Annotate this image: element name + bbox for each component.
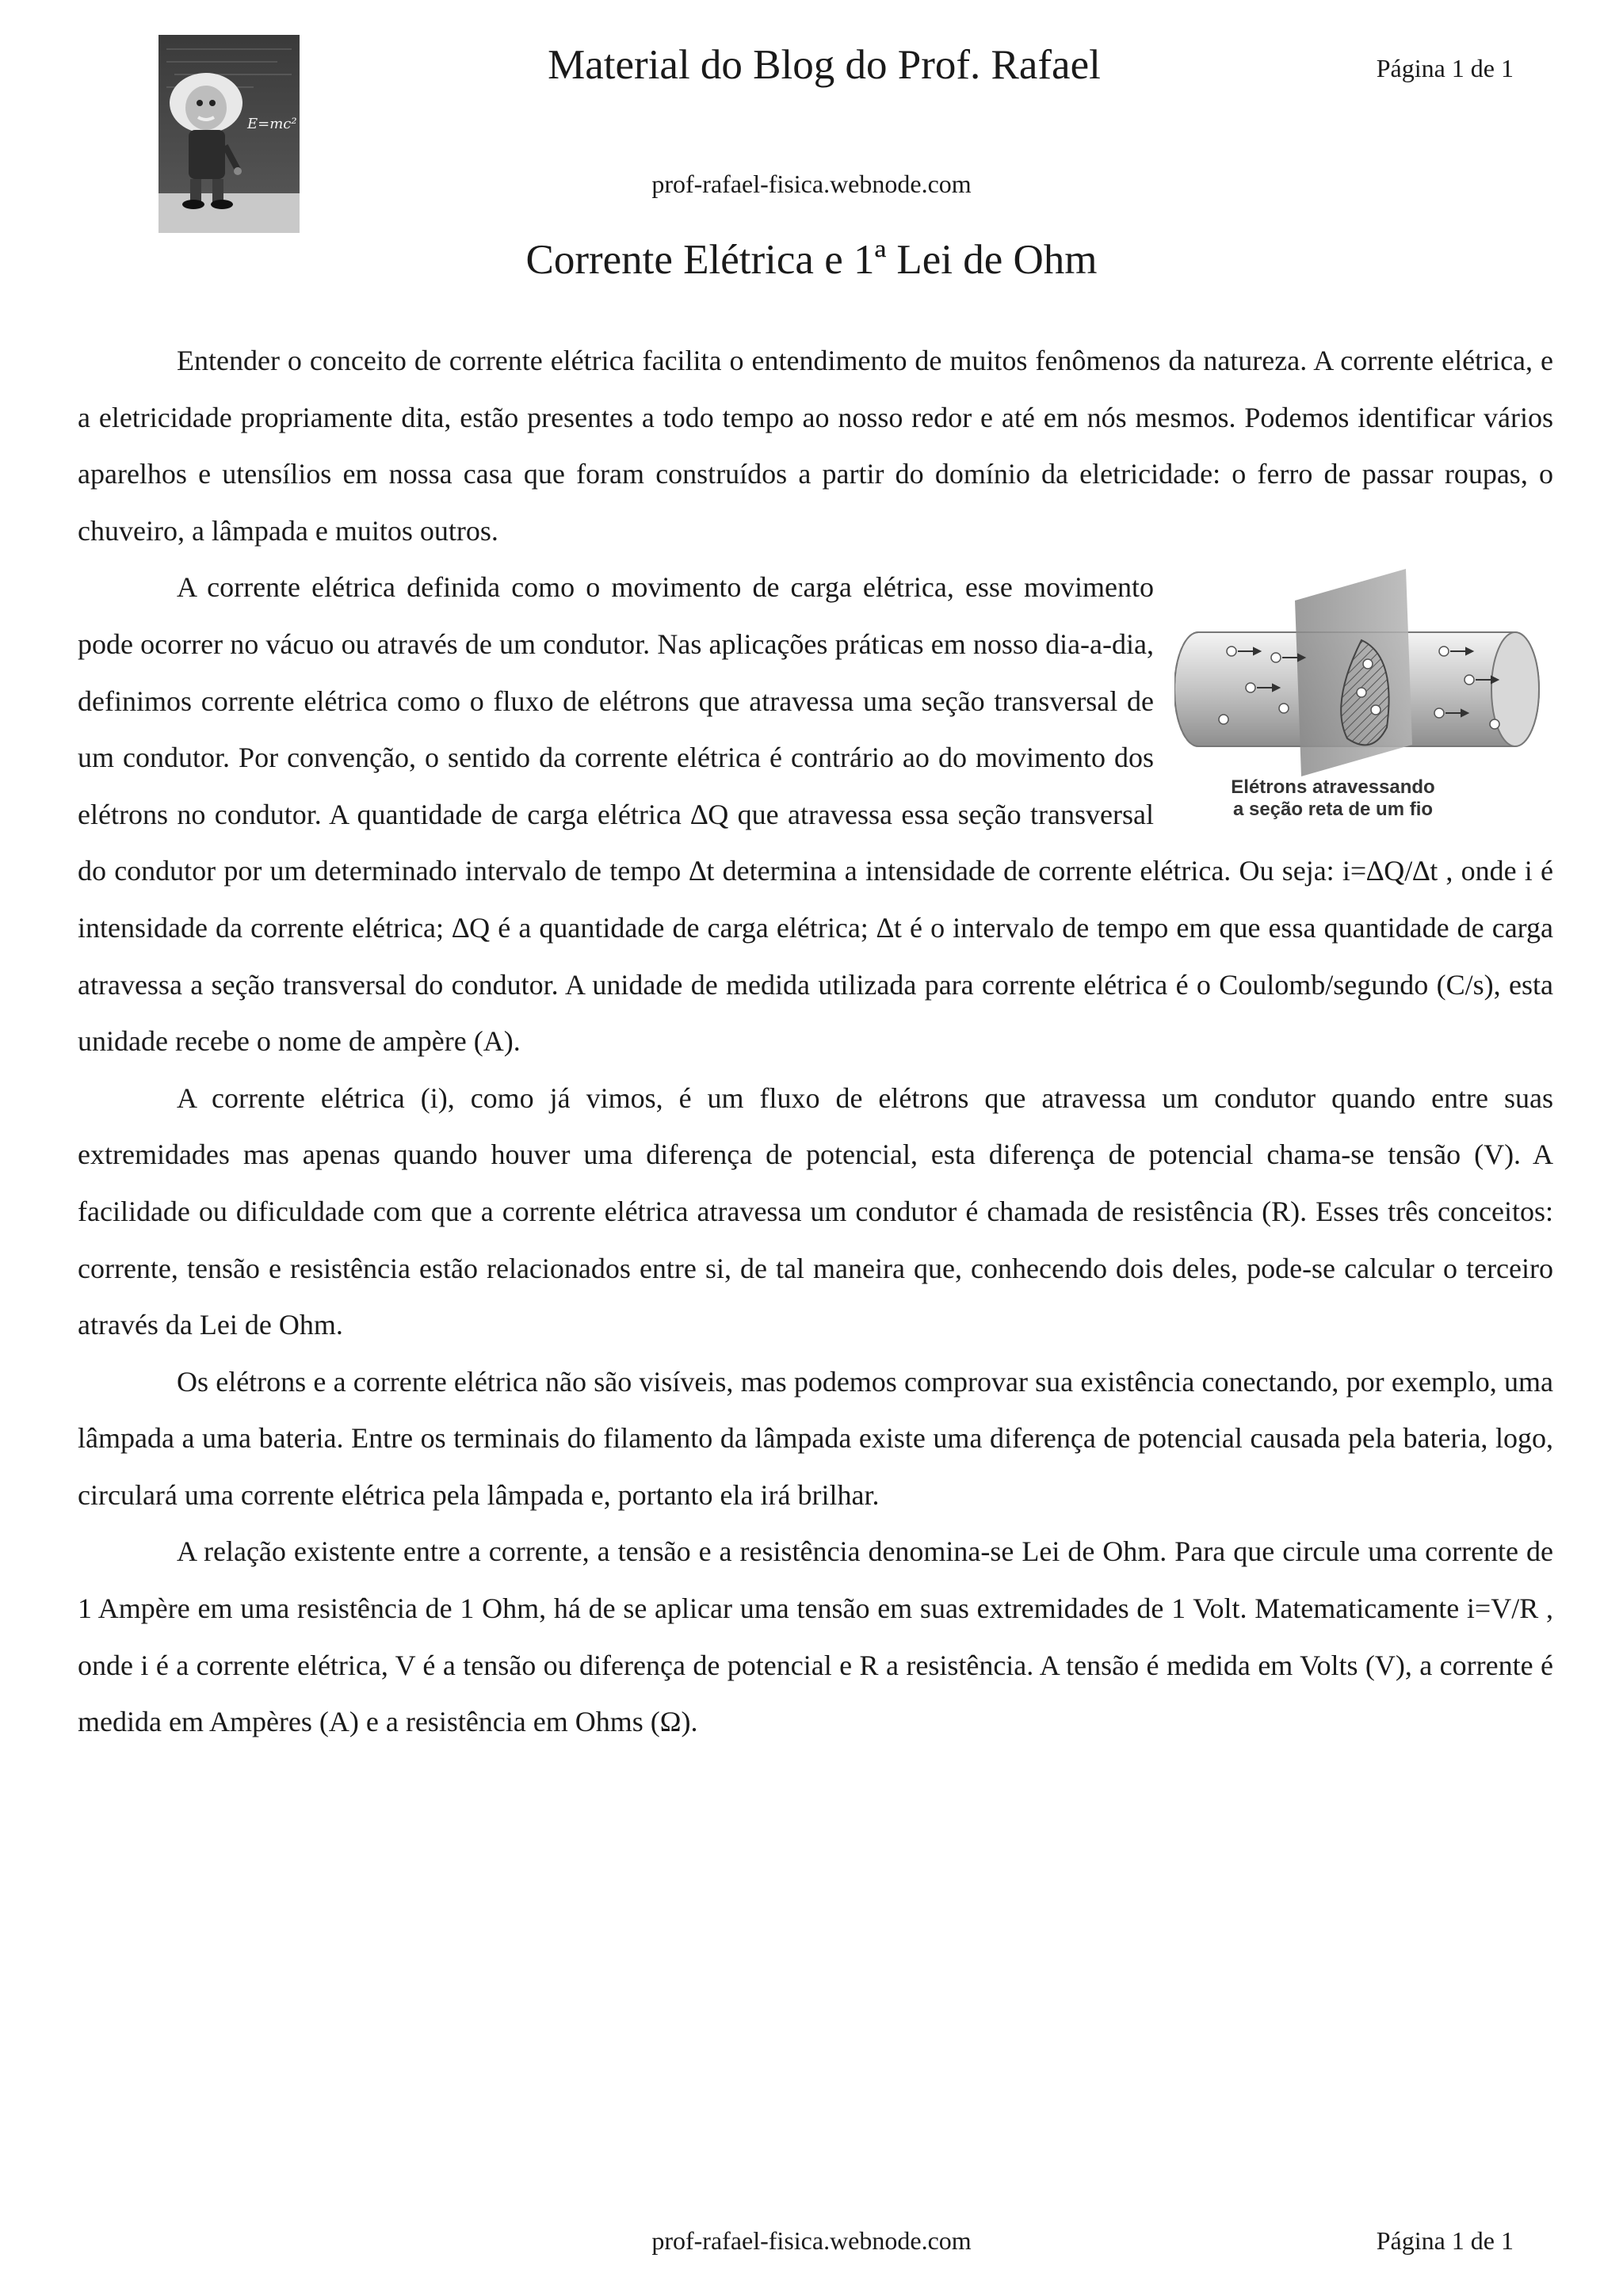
paragraph-3: A corrente elétrica (i), como já vimos, é um fluxo de elétrons que atravessa um condutor quando entre suas extremidades mas apenas quando houver uma diferença de potencial, esta diferença de potencial chama-se tensão (V). A facilidade ou dificuldade com que a corrente elétrica atravessa um condutor é chamada de resistência (R). Esses três conceitos: corrente, tensão e resistência estão relacionados entre si, de tal maneira que, conhecendo dois deles, pode-se calcular o terceiro através da Lei de Ohm.: [78, 1081, 1553, 1341]
document-body: [78, 333, 1553, 1751]
paragraph-1: Entender o conceito de corrente elétrica facilita o entendimento de muitos fenômenos da natureza. A corrente elétrica, e a eletricidade propriamente dita, estão presentes a todo tempo ao nosso redor e até em nós mesmos. Podemos identificar vários aparelhos e utensílios em nossa casa que foram construídos a partir do domínio da eletricidade: o ferro de passar roupas, o chuveiro, a lâmpada e muitos outros.: [78, 345, 1553, 547]
page-indicator-bottom: Página 1 de 1: [1376, 2226, 1514, 2255]
figure-caption-line-2: a seção reta de um fio: [1232, 799, 1434, 821]
figure-electron-flow: [1174, 569, 1553, 824]
einstein-avatar-image: [158, 35, 300, 233]
blog-title: Material do Blog do Prof. Rafael: [548, 42, 1101, 88]
paragraph-2-container: [78, 559, 1553, 1070]
paragraph-5: A relação existente entre a corrente, a tensão e a resistência denomina-se Lei de Ohm. Para que circule uma corrente de 1 Ampère em uma resistência de 1 Ohm, há de se aplicar uma tensão em suas extremidades de 1 Volt. Matematicamente i=V/R , onde i é a corrente elétrica, V é a tensão ou diferença de potencial e R a resistência. A tensão é medida em Volts (V), a corrente é medida em Ampères (A) e a resistência em Ohms (Ω).: [78, 1535, 1553, 1738]
figure-caption-line-1: Elétrons atravessando: [1231, 776, 1435, 799]
site-url-bottom: prof-rafael-fisica.webnode.com: [651, 2226, 972, 2255]
figure-caption: [1174, 776, 1491, 821]
paragraph-2: A corrente elétrica definida como o movimento de carga elétrica, esse movimento pode ocorrer no vácuo ou através de um condutor. Nas aplicações práticas em nosso dia-a-dia, definimos corrente elétrica como o fluxo de elétrons que atravessa uma seção transversal de um condutor. Por convenção, o sentido da corrente elétrica é contrário ao do movimento dos elétrons no condutor. A quantidade de carga elétrica ∆Q que atravessa essa seção transversal do condutor por um determinado intervalo de tempo ∆t determina a intensidade de corrente elétrica. Ou seja: i=∆Q/∆t , onde i é intensidade da corrente elétrica; ∆Q é a quantidade de carga elétrica; ∆t é o intervalo de tempo em que essa quantidade de carga atravessa a seção transversal do condutor. A unidade de medida utilizada para corrente elétrica é o Coulomb/segundo (C/s), esta unidade recebe o nome de ampère (A).: [78, 571, 1553, 1058]
avatar-formula: E=mc²: [247, 116, 297, 132]
document-title: Corrente Elétrica e 1ª Lei de Ohm: [525, 237, 1098, 283]
page-indicator-top: Página 1 de 1: [1376, 54, 1514, 82]
site-url-top: prof-rafael-fisica.webnode.com: [651, 170, 972, 198]
paragraph-4: Os elétrons e a corrente elétrica não são visíveis, mas podemos comprovar sua existência conectando, por exemplo, uma lâmpada a uma bateria. Entre os terminais do filamento da lâmpada existe uma diferença de potencial causada pela bateria, logo, circulará uma corrente elétrica pela lâmpada e, portanto ela irá brilhar.: [78, 1365, 1553, 1511]
